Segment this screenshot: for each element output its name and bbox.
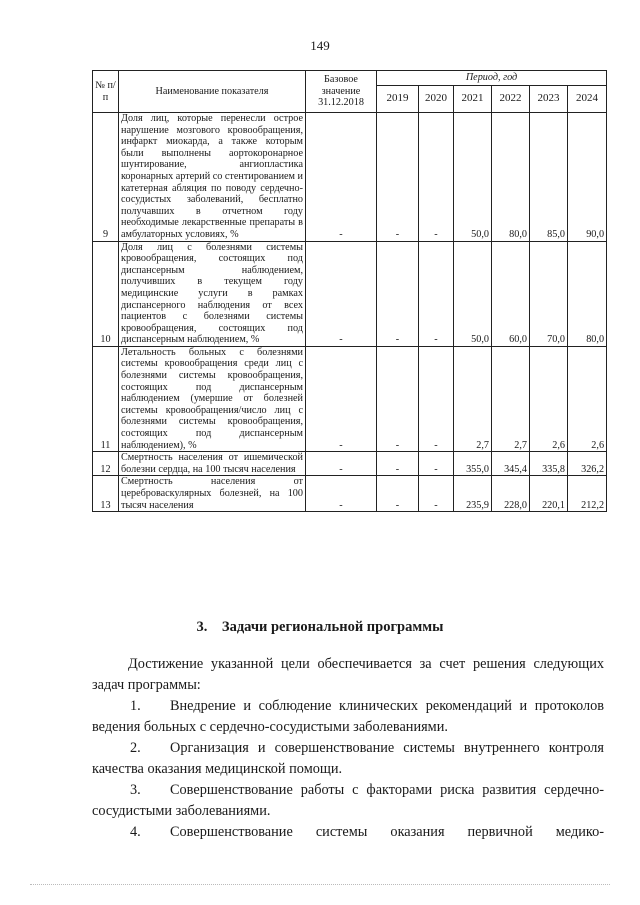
row-value: 326,2: [568, 452, 607, 476]
section-number: 3.: [196, 619, 208, 635]
row-base: -: [306, 476, 377, 512]
row-base: -: [306, 241, 377, 346]
row-value: 2,6: [568, 346, 607, 451]
row-value: 2,7: [492, 346, 530, 451]
row-value: -: [419, 241, 454, 346]
row-value: -: [377, 241, 419, 346]
intro-paragraph: [92, 654, 604, 696]
row-value: 50,0: [454, 241, 492, 346]
row-num: 10: [93, 241, 119, 346]
row-value: 70,0: [530, 241, 568, 346]
row-num: 9: [93, 113, 119, 242]
row-base: -: [306, 346, 377, 451]
row-value: -: [377, 346, 419, 451]
row-value: 345,4: [492, 452, 530, 476]
row-value: 212,2: [568, 476, 607, 512]
row-value: 80,0: [492, 113, 530, 242]
row-name: Смертность населения от цереброваскулярных болезней, на 100 тысяч населения: [119, 476, 306, 512]
intro-text: Достижение указанной цели обеспечивается за счет решения следующих задач программы:: [92, 656, 604, 693]
row-num: 11: [93, 346, 119, 451]
task-number: 3.: [130, 782, 141, 798]
row-value: -: [377, 113, 419, 242]
indicators-table: [92, 70, 607, 512]
header-base: Базовое значение 31.12.2018: [306, 71, 377, 113]
row-value: 80,0: [568, 241, 607, 346]
task-text: Организация и совершенствование системы внутреннего контроля качества оказания медицинской помощи.: [92, 740, 604, 777]
task-number: 4.: [130, 824, 141, 840]
header-year: 2022: [492, 86, 530, 113]
task-item: [92, 696, 604, 738]
row-value: -: [377, 452, 419, 476]
table-row: [93, 241, 607, 346]
task-number: 2.: [130, 740, 141, 756]
row-value: -: [419, 476, 454, 512]
row-value: 85,0: [530, 113, 568, 242]
table-row: [93, 476, 607, 512]
row-name: Доля лиц, которые перенесли острое нарушение мозгового кровообращения, инфаркт миокарда, а также которым были выполнены аортокоронарное шунтирование, ангиопластика коронарных артерий со стентированием и катетерная абляция по поводу сердечно-сосудистых заболеваний, бесплатно получавших в отчетном году необходимые лекарственные препараты в амбулаторных условиях, %: [119, 113, 306, 242]
header-year: 2019: [377, 86, 419, 113]
row-value: -: [377, 476, 419, 512]
row-value: 2,6: [530, 346, 568, 451]
row-base: -: [306, 452, 377, 476]
row-value: 228,0: [492, 476, 530, 512]
header-year: 2020: [419, 86, 454, 113]
row-value: -: [419, 113, 454, 242]
header-year: 2024: [568, 86, 607, 113]
section-title: Задачи региональной программы: [221, 619, 444, 635]
table-row: [93, 113, 607, 242]
row-value: 220,1: [530, 476, 568, 512]
header-num: № п/п: [93, 71, 119, 113]
task-item: [92, 822, 604, 843]
section-heading: [0, 619, 640, 636]
row-value: 50,0: [454, 113, 492, 242]
task-item: [92, 780, 604, 822]
table-row: [93, 452, 607, 476]
row-name: Смертность населения от ишемической болезни сердца, на 100 тысяч населения: [119, 452, 306, 476]
row-value: 2,7: [454, 346, 492, 451]
task-item: [92, 738, 604, 780]
row-value: -: [419, 452, 454, 476]
row-value: 335,8: [530, 452, 568, 476]
row-value: -: [419, 346, 454, 451]
row-value: 90,0: [568, 113, 607, 242]
row-name: Доля лиц с болезнями системы кровообращения, состоящих под диспансерным наблюдением, получивших в текущем году медицинские услуги в рамках диспансерного наблюдения от всех пациентов с болезнями системы кровообращения, состоящих под диспансерным наблюдением, %: [119, 241, 306, 346]
scan-artifact-line: [30, 884, 610, 887]
row-num: 13: [93, 476, 119, 512]
row-value: 60,0: [492, 241, 530, 346]
header-period: Период, год: [377, 71, 607, 86]
row-num: 12: [93, 452, 119, 476]
task-number: 1.: [130, 698, 141, 714]
row-value: 355,0: [454, 452, 492, 476]
row-name: Летальность больных с болезнями системы кровообращения среди лиц с болезнями системы кровообращения, состоящих под диспансерным наблюдением (умершие от болезней системы кровообращения/число лиц с болезнями системы кровообращения, состоящих под диспансерным наблюдением), %: [119, 346, 306, 451]
header-name: Наименование показателя: [119, 71, 306, 113]
row-base: -: [306, 113, 377, 242]
task-text: Совершенствование работы с факторами риска развития сердечно-сосудистыми заболеваниями.: [92, 782, 604, 819]
page-number: 149: [310, 38, 330, 53]
row-value: 235,9: [454, 476, 492, 512]
header-year: 2023: [530, 86, 568, 113]
table-row: [93, 346, 607, 451]
task-text: Внедрение и соблюдение клинических рекомендаций и протоколов ведения больных с сердечно-сосудистыми заболеваниями.: [92, 698, 604, 735]
header-year: 2021: [454, 86, 492, 113]
task-text: Совершенствование системы оказания первичной медико-: [170, 824, 604, 840]
